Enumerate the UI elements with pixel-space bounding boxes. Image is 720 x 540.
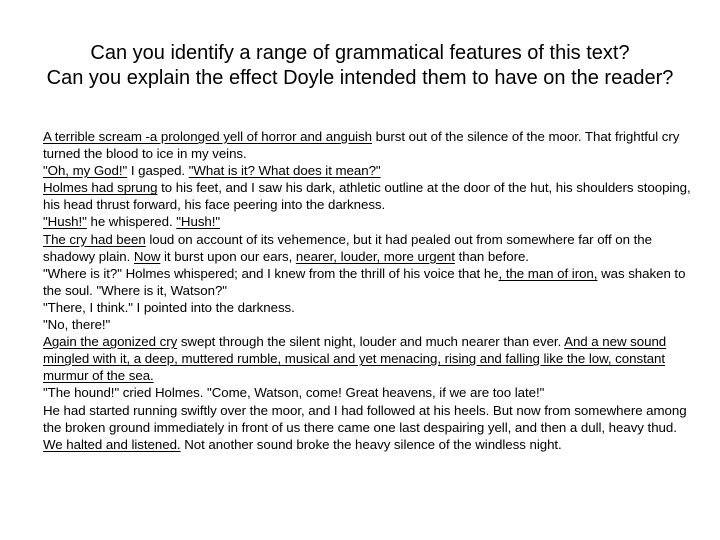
paragraph — [43, 162, 693, 179]
paragraph — [43, 231, 693, 265]
text-segment: was shaken to the soul. "Where is it, Watson?" — [43, 265, 686, 298]
paragraph — [43, 213, 693, 230]
underlined-phrase: Holmes had sprung — [43, 180, 158, 196]
slide-title — [20, 41, 700, 91]
underlined-phrase: "Oh, my God!" — [43, 163, 128, 179]
text-segment: it burst upon our ears, — [160, 248, 296, 264]
text-segment: Not another sound broke the heavy silence of the windless night. — [180, 436, 562, 452]
text-segment: to his feet, and I saw his dark, athletic outline at the door of the hut, his shoulders stooping, his head thrust forward, his face peering into the darkness. — [43, 180, 691, 213]
paragraph — [43, 316, 693, 333]
text-segment: he whispered. — [86, 214, 177, 230]
text-segment: "No, there!" — [43, 317, 111, 333]
title-line-1: Can you identify a range of grammatical features of this text? — [90, 42, 630, 64]
underlined-phrase: "Hush!" — [43, 214, 87, 230]
underlined-phrase: "Hush!" — [176, 214, 221, 230]
paragraph — [43, 128, 693, 162]
text-segment: I gasped. — [127, 163, 189, 179]
paragraph — [43, 402, 693, 453]
underlined-phrase: Now — [133, 248, 161, 264]
text-segment: "The hound!" cried Holmes. "Come, Watson, come! Great heavens, if we are too late!" — [43, 385, 545, 401]
text-segment: loud on account of its vehemence, but it had pealed out from somewhere far off on the shadowy plain. — [43, 231, 652, 264]
text-segment: than before. — [454, 248, 529, 264]
underlined-phrase: "What is it? What does it mean?" — [188, 163, 381, 179]
text-segment: swept through the silent night, louder and much nearer than ever. — [177, 334, 565, 350]
paragraph — [43, 179, 693, 213]
paragraph — [43, 265, 693, 299]
underlined-phrase: And a new sound mingled with it, a deep, muttered rumble, musical and yet menacing, rising and falling like the low, constant murmur of the sea. — [43, 334, 667, 384]
text-segment: "There, I think." I pointed into the darkness. — [43, 299, 295, 315]
paragraph — [43, 299, 693, 316]
underlined-phrase: We halted and listened. — [43, 436, 181, 452]
text-extract — [43, 128, 693, 453]
underlined-phrase: Again the agonized cry — [43, 334, 178, 350]
underlined-phrase: The cry had been — [43, 231, 146, 247]
underlined-phrase: A terrible scream -a prolonged yell of horror and anguish — [43, 129, 373, 144]
text-segment: He had started running swiftly over the moor, and I had followed at his heels. But now from somewhere among the broken ground immediately in front of us there came one last despairing yell, and then a dull, heavy thud. — [43, 402, 687, 435]
paragraph — [43, 384, 693, 401]
paragraph — [43, 333, 693, 384]
text-segment: "Where is it?" Holmes whispered; and I knew from the thrill of his voice that he — [43, 265, 499, 281]
underlined-phrase: nearer, louder, more urgent — [295, 248, 455, 264]
underlined-phrase: , the man of iron, — [498, 265, 598, 281]
text-segment: burst out of the silence of the moor. That frightful cry turned the blood to ice in my veins. — [43, 129, 680, 162]
title-line-2: Can you explain the effect Doyle intended them to have on the reader? — [46, 67, 674, 89]
